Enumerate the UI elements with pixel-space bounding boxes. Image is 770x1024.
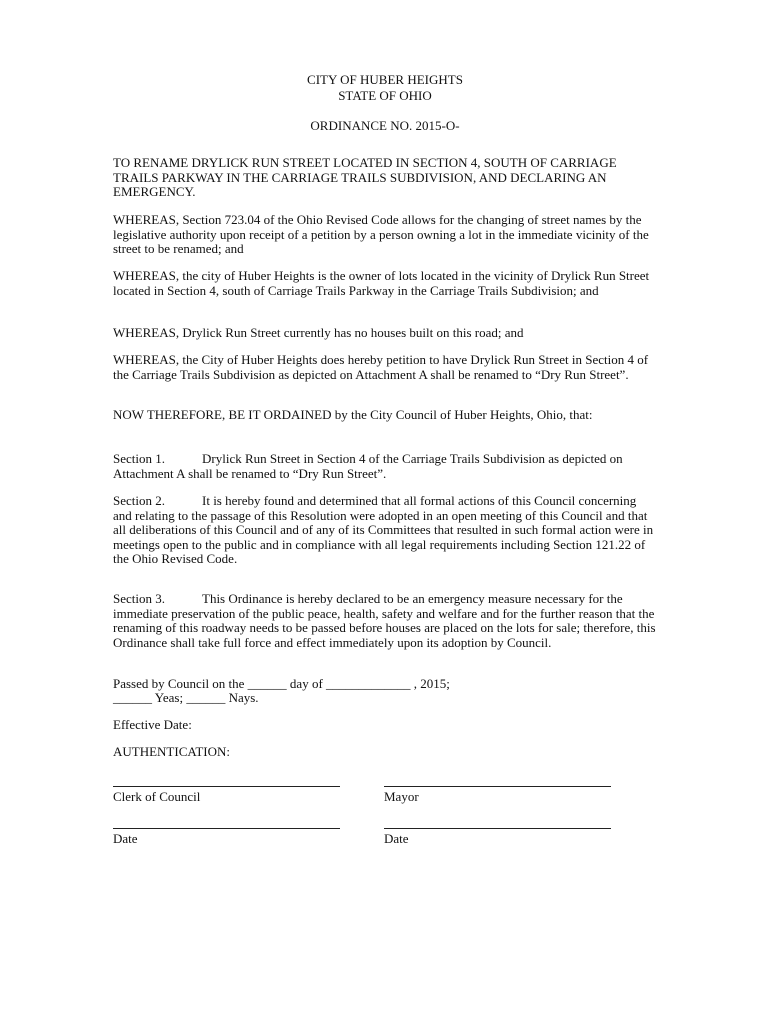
ordinance-title: TO RENAME DRYLICK RUN STREET LOCATED IN SECTION 4, SOUTH OF CARRIAGE TRAILS PARKWAY IN THE CARRIAGE TRAILS SUBDIVISION, AND DECLARING AN EMERGENCY.	[113, 155, 617, 199]
section-3-label: Section 3.	[113, 591, 165, 606]
section-3	[113, 592, 658, 650]
clerk-of-council-label: Clerk of Council	[113, 789, 201, 804]
clerk-date-line	[113, 828, 340, 829]
section-1	[113, 452, 658, 481]
mayor-date-label: Date	[384, 831, 409, 846]
effective-date-label: Effective Date:	[113, 717, 192, 732]
mayor-date-line	[384, 828, 611, 829]
mayor-signature-line	[384, 786, 611, 787]
clerk-date-label: Date	[113, 831, 138, 846]
passed-by-council-line: Passed by Council on the ______ day of _____________ , 2015;	[113, 676, 450, 691]
section-3-text: This Ordinance is hereby declared to be an emergency measure necessary for the immediate preservation of the public peace, health, safety and welfare and for the further reason that the renaming of this roadway needs to be passed before houses are placed on the lots for sale; therefore, this Ordinance shall take full force and effect immediately upon its adoption by Council.	[113, 591, 656, 650]
section-1-text: Drylick Run Street in Section 4 of the Carriage Trails Subdivision as depicted on Attachment A shall be renamed to “Dry Run Street”.	[113, 451, 623, 481]
now-therefore-paragraph: NOW THEREFORE, BE IT ORDAINED by the City Council of Huber Heights, Ohio, that:	[113, 407, 593, 422]
whereas-paragraph-4: WHEREAS, the City of Huber Heights does hereby petition to have Drylick Run Street in Section 4 of the Carriage Trails Subdivision as depicted on Attachment A shall be renamed to “Dry Run Street”.	[113, 352, 649, 382]
votes-line: ______ Yeas; ______ Nays.	[113, 690, 259, 705]
ordinance-number: ORDINANCE NO. 2015-O-	[310, 118, 460, 133]
section-2-text: It is hereby found and determined that all formal actions of this Council concerning and relating to the passage of this Resolution were adopted in an open meeting of this Council and that all deliberations of this Council and of any of its Committees that resulted in such formal action were in meetings open to the public and in compliance with all legal requirements including Section 121.22 of the Ohio Revised Code.	[113, 493, 654, 566]
section-2-label: Section 2.	[113, 493, 165, 508]
whereas-paragraph-1: WHEREAS, Section 723.04 of the Ohio Revised Code allows for the changing of street names by the legislative authority upon receipt of a petition by a person owning a lot in the immediate vicinity of the street to be renamed; and	[113, 212, 649, 256]
mayor-label: Mayor	[384, 789, 419, 804]
clerk-signature-line	[113, 786, 340, 787]
whereas-paragraph-2: WHEREAS, the city of Huber Heights is the owner of lots located in the vicinity of Drylick Run Street located in Section 4, south of Carriage Trails Parkway in the Carriage Trails Subdivision; and	[113, 268, 650, 298]
section-1-label: Section 1.	[113, 451, 165, 466]
section-2	[113, 494, 658, 567]
whereas-paragraph-3: WHEREAS, Drylick Run Street currently has no houses built on this road; and	[113, 325, 524, 340]
state-heading: STATE OF OHIO	[338, 88, 432, 103]
city-heading: CITY OF HUBER HEIGHTS	[307, 72, 463, 87]
authentication-heading: AUTHENTICATION:	[113, 744, 230, 759]
